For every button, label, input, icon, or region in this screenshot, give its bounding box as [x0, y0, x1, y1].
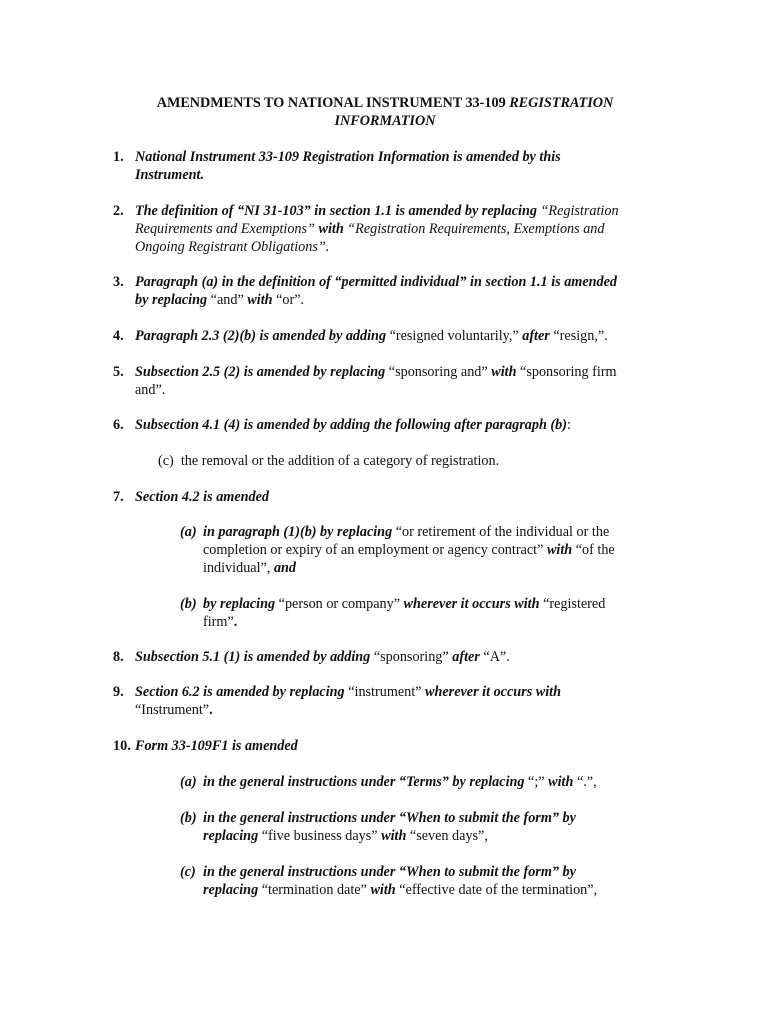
item-10-sub-a — [180, 773, 645, 791]
sub-quote: “termination date” — [258, 882, 371, 898]
amendment-item-3 — [113, 273, 658, 309]
item-text: Paragraph 2.3 (2)(b) is amended by adding — [135, 328, 387, 344]
item-text: Subsection 2.5 (2) is amended by replacing — [135, 364, 386, 380]
item-quote: Ongoing Registrant Obligations”. — [135, 239, 330, 255]
item-text: Form 33-109F1 is amended — [135, 738, 298, 754]
item-keyword: after — [452, 649, 480, 665]
item-number: 6. — [113, 417, 124, 433]
amendment-item-8 — [113, 648, 658, 666]
item-keyword: after — [522, 328, 550, 344]
sub-quote: “five business days” — [258, 828, 382, 844]
item-punctuation: . — [209, 702, 213, 718]
item-quote: “A”. — [479, 649, 510, 665]
sub-keyword: wherever it occurs with — [403, 596, 540, 612]
sub-label: (b) — [180, 596, 197, 612]
amendment-item-10 — [113, 737, 658, 755]
amendment-item-5 — [113, 363, 658, 399]
sub-quote: “;” — [524, 774, 549, 790]
item-number: 2. — [113, 203, 124, 219]
amendment-item-4 — [113, 327, 658, 345]
title-line-1 — [100, 94, 670, 112]
sub-text: in the general instructions under “When to submit the form” by — [203, 864, 576, 880]
amendment-item-7 — [113, 488, 658, 506]
sub-keyword: with — [546, 542, 573, 558]
item-number: 1. — [113, 149, 124, 165]
sub-quote: completion or expiry of an employment or agency contract” — [203, 542, 547, 558]
sub-text: in the general instructions under “Terms” by replacing — [203, 774, 525, 790]
item-text: National Instrument 33-109 Registration Information is amended by this — [135, 149, 561, 165]
item-quote: and”. — [135, 382, 166, 398]
item-10-sub-c — [180, 863, 645, 899]
item-number: 8. — [113, 649, 124, 665]
amendment-item-2 — [113, 202, 658, 256]
item-text: by replacing — [135, 292, 208, 308]
item-number: 4. — [113, 328, 124, 344]
amendment-item-1 — [113, 148, 658, 184]
document-title — [100, 94, 670, 130]
sub-label: (a) — [180, 774, 197, 790]
item-keyword: with — [318, 221, 344, 237]
sub-quote: “or retirement of the individual or the — [392, 524, 610, 540]
sub-text: replacing — [203, 828, 259, 844]
item-text: Subsection 5.1 (1) is amended by adding — [135, 649, 371, 665]
item-quote: “Registration Requirements, Exemptions and — [343, 221, 605, 237]
sub-quote: “effective date of the termination”, — [395, 882, 598, 898]
item-6-paragraph-c — [158, 452, 638, 470]
item-text: Subsection 4.1 (4) is amended by adding the following after paragraph (b) — [135, 417, 567, 433]
title-line-2: INFORMATION — [334, 113, 436, 129]
item-quote: “sponsoring” — [370, 649, 453, 665]
sub-text: the removal or the addition of a category of registration. — [180, 453, 500, 469]
item-quote: “Instrument” — [135, 702, 210, 718]
sub-quote: individual”, — [203, 560, 274, 576]
item-quote: “and” — [207, 292, 248, 308]
sub-quote: “.”, — [573, 774, 597, 790]
item-7-sub-b — [180, 595, 645, 631]
sub-text: in paragraph (1)(b) by replacing — [203, 524, 393, 540]
item-number: 10. — [113, 738, 131, 754]
item-7-sub-a — [180, 523, 645, 577]
item-quote: Requirements and Exemptions” — [135, 221, 319, 237]
item-text: The definition of “NI 31-103” in section 1.1 is amended by replacing — [135, 203, 541, 219]
item-number: 7. — [113, 489, 124, 505]
amendment-item-6 — [113, 416, 658, 434]
item-number: 9. — [113, 684, 124, 700]
sub-keyword: with — [370, 882, 396, 898]
item-quote: “instrument” — [344, 684, 426, 700]
item-quote: “sponsoring firm — [516, 364, 617, 380]
sub-text: in the general instructions under “When to submit the form” by — [203, 810, 576, 826]
sub-label: (a) — [180, 524, 197, 540]
sub-text: by replacing — [203, 596, 276, 612]
item-keyword: with — [491, 364, 517, 380]
item-text: Section 6.2 is amended by replacing — [135, 684, 345, 700]
item-text: Paragraph (a) in the definition of “permitted individual” in section 1.1 is amended — [135, 274, 618, 290]
sub-label: (c) — [180, 864, 196, 880]
item-10-sub-b — [180, 809, 645, 845]
item-quote: “resign,”. — [549, 328, 608, 344]
item-quote: “or”. — [272, 292, 305, 308]
item-keyword: with — [247, 292, 273, 308]
sub-keyword: and — [273, 560, 297, 576]
sub-keyword: with — [548, 774, 574, 790]
sub-text: replacing — [203, 882, 259, 898]
sub-label: (c) — [158, 453, 174, 469]
sub-quote: firm” — [203, 614, 234, 630]
item-text: Section 4.2 is amended — [135, 489, 269, 505]
amendment-item-9 — [113, 683, 658, 719]
item-number: 3. — [113, 274, 124, 290]
item-text: Instrument. — [135, 167, 204, 183]
sub-keyword: with — [381, 828, 407, 844]
item-punctuation: : — [566, 417, 571, 433]
item-quote: “Registration — [540, 203, 619, 219]
item-number: 5. — [113, 364, 124, 380]
sub-label: (b) — [180, 810, 197, 826]
sub-quote: “seven days”, — [406, 828, 488, 844]
item-quote: “resigned voluntarily,” — [386, 328, 523, 344]
sub-quote: “person or company” — [275, 596, 404, 612]
sub-quote: “registered — [539, 596, 606, 612]
item-keyword: wherever it occurs with — [425, 684, 561, 700]
sub-punctuation: . — [233, 614, 238, 630]
title-italic-part: REGISTRATION — [509, 95, 614, 111]
sub-quote: “of the — [572, 542, 615, 558]
item-quote: “sponsoring and” — [385, 364, 492, 380]
title-bold-part: AMENDMENTS TO NATIONAL INSTRUMENT 33-109 — [156, 95, 510, 111]
